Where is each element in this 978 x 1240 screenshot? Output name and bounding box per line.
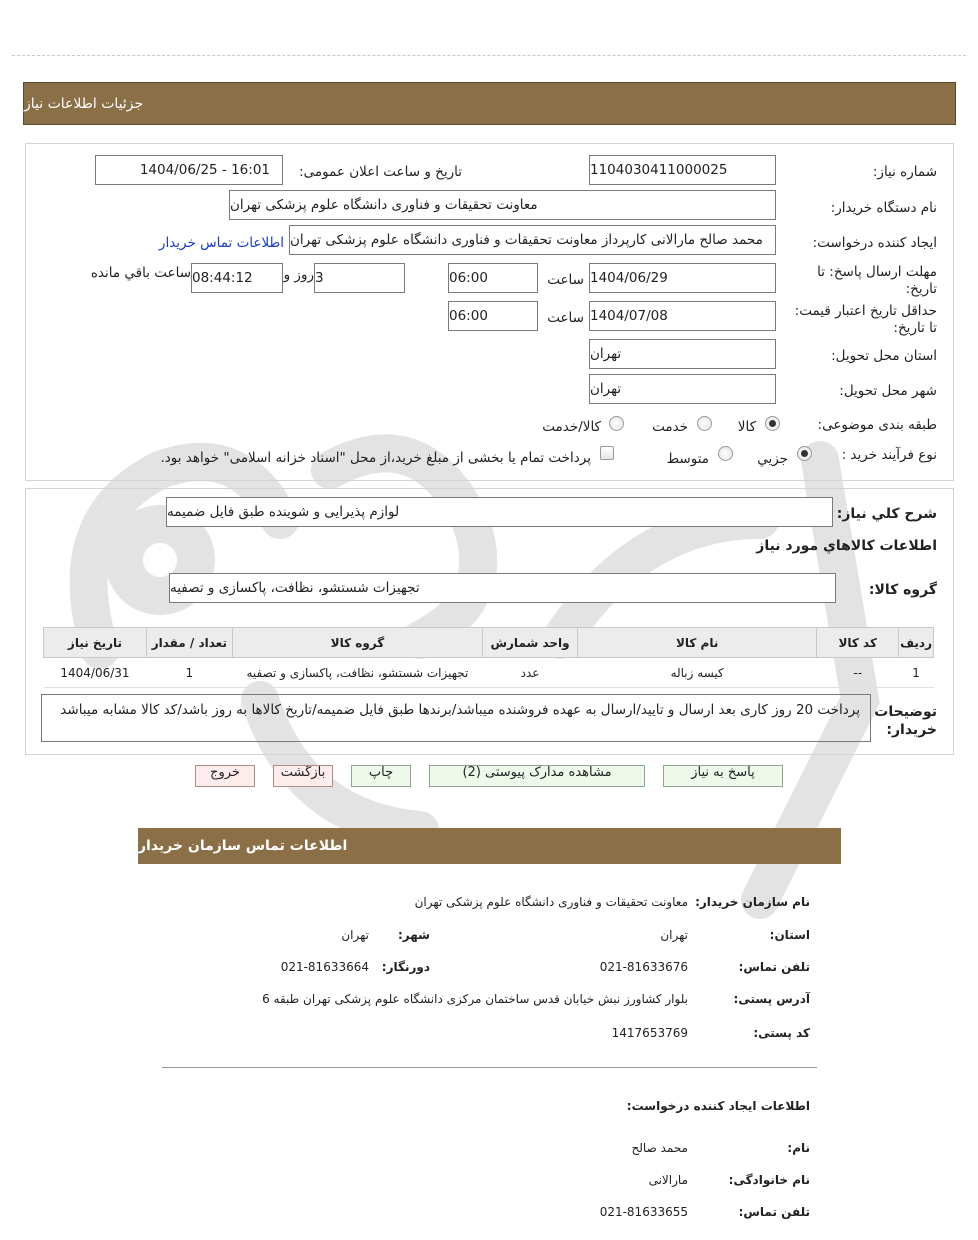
col-row-no: رديف — [899, 628, 934, 658]
goods-group-field[interactable]: تجهیزات شستشو، نظافت، پاکسازی و تصفیه — [169, 573, 836, 603]
contact-province-label: استان: — [769, 928, 810, 942]
cell-quantity: 1 — [146, 658, 232, 688]
col-goods-code: کد کالا — [817, 628, 899, 658]
col-goods-group: گروه کالا — [232, 628, 482, 658]
category-service-label: خدمت — [652, 419, 688, 435]
col-need-date: تاریخ نیاز — [44, 628, 147, 658]
validity-time-field[interactable]: 06:00 — [448, 301, 538, 331]
requester-label: ایجاد کننده درخواست: — [812, 235, 937, 251]
contact-city-label: شهر: — [398, 928, 430, 942]
process-radio-small[interactable] — [797, 446, 812, 461]
contact-postal-label: کد پستی: — [753, 1026, 810, 1040]
contact-phone-label: تلفن تماس: — [738, 960, 810, 974]
deadline-label: مهلت ارسال پاسخ: تا تاریخ: — [817, 264, 937, 297]
requester-field[interactable]: محمد صالح مارالانی کارپرداز معاونت تحقیقات و فناوری دانشگاه علوم پزشکی تهران — [289, 225, 776, 255]
page-title-bar — [23, 82, 956, 125]
category-radio-both[interactable] — [609, 416, 624, 431]
validity-time-label: ساعت — [547, 310, 584, 326]
process-label: نوع فرآیند خرید : — [841, 447, 937, 463]
contact-org-value: معاونت تحقیقات و فناوری دانشگاه علوم پزشکی تهران — [414, 895, 688, 909]
province-field[interactable]: تهران — [589, 339, 776, 369]
goods-table — [43, 627, 934, 688]
need-number-label: شماره نیاز: — [872, 164, 937, 180]
creator-phone-value: 021-81633655 — [599, 1205, 688, 1219]
contact-province-value: تهران — [660, 928, 688, 942]
treasury-payment-checkbox[interactable] — [600, 446, 614, 460]
treasury-payment-text: پرداخت تمام یا بخشی از مبلغ خرید،از محل "اسناد خزانه اسلامی" خواهد بود. — [160, 450, 591, 466]
contact-postal-value: 1417653769 — [611, 1026, 688, 1040]
print-button[interactable]: چاپ — [351, 765, 411, 787]
buyer-contact-link[interactable]: اطلاعات تماس خریدار — [158, 235, 284, 251]
contact-address-label: آدرس پستی: — [733, 992, 810, 1006]
contact-divider — [162, 1067, 817, 1068]
need-number-field[interactable]: 1104030411000025 — [589, 155, 776, 185]
category-radio-goods[interactable] — [765, 416, 780, 431]
deadline-time-field[interactable]: 06:00 — [448, 263, 538, 293]
notes-label: توضیحات خریدار: — [874, 704, 937, 738]
cell-goods-group: تجهیزات شستشو، نظافت، پاکسازی و تصفیه — [232, 658, 482, 688]
contact-title: اطلاعات تماس سازمان خریدار — [138, 838, 348, 854]
contact-fax-value: 021-81633664 — [280, 960, 369, 974]
city-field[interactable]: تهران — [589, 374, 776, 404]
goods-group-label: گروه کالا: — [868, 582, 937, 598]
summary-field[interactable]: لوازم پذیرایی و شوینده طبق فایل ضمیمه — [166, 497, 833, 527]
exit-button[interactable]: خروج — [195, 765, 255, 787]
cell-goods-code: -- — [817, 658, 899, 688]
remaining-time-field[interactable]: 08:44:12 — [191, 263, 283, 293]
contact-phone-value: 021-81633676 — [599, 960, 688, 974]
creator-title: اطلاعات ایجاد کننده درخواست: — [626, 1099, 810, 1113]
process-radio-medium[interactable] — [718, 446, 733, 461]
cell-row-no: 1 — [899, 658, 934, 688]
validity-label: حداقل تاریخ اعتبار قیمت: تا تاریخ: — [794, 303, 937, 336]
notes-field[interactable]: پرداخت 20 روز کاری بعد ارسال و تایید/ارسال به عهده فروشنده میباشد/برندها طبق فایل ضمیمه/تاریخ کالاها به روز باشد/کد کالا مشابه میباشد — [41, 694, 871, 742]
page-title: جزئیات اطلاعات نیاز — [24, 95, 144, 112]
col-quantity: تعداد / مقدار — [146, 628, 232, 658]
contact-city-value: تهران — [341, 928, 369, 942]
deadline-time-label: ساعت — [547, 272, 584, 288]
contact-org-label: نام سازمان خریدار: — [695, 895, 810, 909]
col-goods-name: نام کالا — [577, 628, 816, 658]
deadline-date-field[interactable]: 1404/06/29 — [589, 263, 776, 293]
reply-button[interactable]: پاسخ به نیاز — [663, 765, 783, 787]
creator-name-value: محمد صالح — [631, 1141, 688, 1155]
buyer-org-field[interactable]: معاونت تحقیقات و فناوری دانشگاه علوم پزشکی تهران — [229, 190, 776, 220]
buyer-org-label: نام دستگاه خریدار: — [830, 200, 937, 216]
contact-title-bar — [138, 828, 841, 864]
creator-phone-label: تلفن تماس: — [738, 1205, 810, 1219]
process-medium-label: متوسط — [666, 451, 709, 467]
category-both-label: کالا/خدمت — [542, 419, 601, 435]
contact-address-value: بلوار کشاورز نبش خیابان قدس ساختمان مرکزی دانشگاه علوم پزشکی تهران طبقه 6 — [262, 992, 688, 1006]
cell-unit: عدد — [483, 658, 578, 688]
category-goods-label: کالا — [737, 419, 756, 435]
top-divider — [12, 55, 966, 56]
col-unit: واحد شمارش — [483, 628, 578, 658]
cell-goods-name: کیسه زباله — [577, 658, 816, 688]
remaining-label: ساعت باقي مانده — [90, 265, 191, 281]
creator-name-label: نام: — [787, 1141, 810, 1155]
table-row[interactable] — [44, 658, 934, 688]
announce-date-field[interactable]: 1404/06/25 - 16:01 — [95, 155, 283, 185]
contact-fax-label: دورنگار: — [381, 960, 430, 974]
summary-label: شرح کلي نياز: — [836, 506, 937, 522]
creator-family-value: مارالانی — [648, 1173, 688, 1187]
cell-need-date: 1404/06/31 — [44, 658, 147, 688]
days-label: روز و — [283, 267, 314, 283]
category-label: طبقه بندی موضوعی: — [817, 417, 937, 433]
process-small-label: جزيي — [757, 451, 788, 467]
province-label: استان محل تحویل: — [831, 348, 937, 364]
remaining-days-field[interactable]: 3 — [314, 263, 405, 293]
creator-family-label: نام خانوادگی: — [728, 1173, 810, 1187]
goods-info-title: اطلاعات کالاهاي مورد نياز — [756, 538, 937, 554]
goods-table-header — [44, 628, 934, 658]
city-label: شهر محل تحویل: — [839, 383, 937, 399]
attachments-button[interactable]: مشاهده مدارک پیوستی (2) — [429, 765, 645, 787]
validity-date-field[interactable]: 1404/07/08 — [589, 301, 776, 331]
back-button[interactable]: بازگشت — [273, 765, 333, 787]
category-radio-service[interactable] — [697, 416, 712, 431]
announce-date-label: تاریخ و ساعت اعلان عمومی: — [299, 164, 462, 180]
